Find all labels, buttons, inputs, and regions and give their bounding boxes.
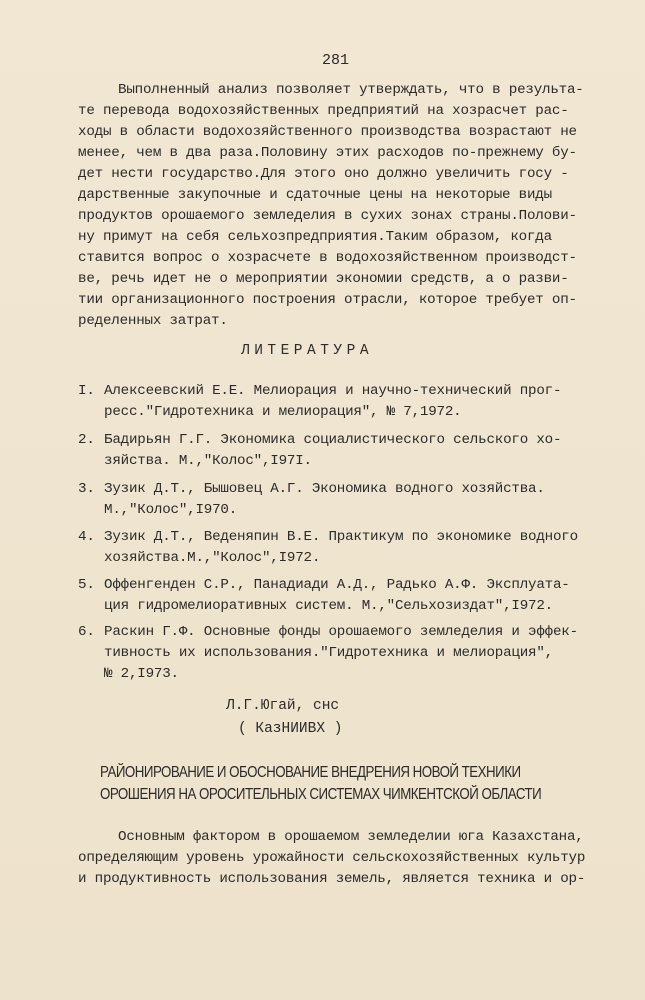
article-title-line: ОРОШЕНИЯ НА ОРОСИТЕЛЬНЫХ СИСТЕМАХ ЧИМКЕНТСКОЙ ОБЛАСТИ (100, 786, 542, 803)
reference-line: М.,"Колос",I970. (104, 502, 238, 518)
reference-number: 4. (78, 529, 95, 545)
paragraph-line: дет нести государство.Для этого оно должно увеличить госу - (78, 166, 569, 182)
reference-line: тивность их использования."Гидротехника и мелиорация", (104, 645, 553, 661)
reference-number: 2. (78, 432, 95, 448)
reference-line: зяйства. М.,"Колос",I97I. (104, 453, 312, 469)
paragraph-line: ну примут на себя сельхозпредприятия.Таким образом, когда (78, 229, 552, 245)
reference-line: ресс."Гидротехника и мелиорация", № 7,1972. (104, 404, 462, 420)
reference-number: 6. (78, 624, 95, 640)
author-organization: ( КазНИИВХ ) (238, 721, 343, 737)
reference-line: Алексеевский Е.Е. Мелиорация и научно-технический прог- (104, 383, 562, 399)
reference-line: Раскин Г.Ф. Основные фонды орошаемого земледелия и эффек- (104, 624, 578, 640)
page-number: 281 (322, 52, 350, 69)
paragraph-line: те перевода водохозяйственных предприятий на хозрасчет рас- (78, 103, 569, 119)
reference-line: Зузик Д.Т., Бышовец А.Г. Экономика водного хозяйства. (104, 481, 545, 497)
reference-line: ция гидромелиоративных систем. М.,"Сельхозиздат",I972. (104, 598, 553, 614)
reference-line: № 2,I973. (104, 666, 179, 682)
body-line: Основным фактором в орошаемом земледелии юга Казахстана, (118, 829, 584, 845)
paragraph-line: ве, речь идет не о мероприятии экономии средств, а о разви- (78, 271, 569, 287)
paragraph-line: Выполненный анализ позволяет утверждать, что в результа- (118, 82, 584, 98)
reference-line: Зузик Д.Т., Веденяпин В.Е. Практикум по экономике водного (104, 529, 578, 545)
reference-number: 5. (78, 577, 95, 593)
paragraph-line: менее, чем в два раза.Половину этих расходов по-прежнему бу- (78, 145, 577, 161)
reference-number: 3. (78, 481, 95, 497)
article-title-line: РАЙОНИРОВАНИЕ И ОБОСНОВАНИЕ ВНЕДРЕНИЯ НОВОЙ ТЕХНИКИ (100, 764, 521, 781)
paragraph-line: тии организационного построения отрасли, которое требует оп- (78, 292, 577, 308)
body-line: и продуктивность использования земель, является техника и ор- (78, 871, 586, 887)
body-line: определяющим уровень урожайности сельскохозяйственных культур (78, 850, 586, 866)
reference-number: I. (78, 383, 95, 399)
paragraph-line: дарственные закупочные и сдаточные цены на некоторые виды (78, 187, 552, 203)
reference-line: хозяйства.М.,"Колос",I972. (104, 550, 321, 566)
reference-line: Бадирьян Г.Г. Экономика социалистического сельского хо- (104, 432, 562, 448)
paragraph-line: продуктов орошаемого земледелия в сухих зонах страны.Полови- (78, 208, 577, 224)
paragraph-line: ставится вопрос о хозрасчете в водохозяйственном производст- (78, 250, 577, 266)
reference-line: Оффенгенден С.Р., Панадиади А.Д., Радько А.Ф. Эксплуата- (104, 577, 570, 593)
paragraph-line: ходы в области водохозяйственного производства возрастают не (78, 124, 577, 140)
literature-heading: ЛИТЕРАТУРА (241, 343, 374, 359)
paragraph-line: ределенных затрат. (78, 313, 228, 329)
author-name: Л.Г.Югай, снс (226, 698, 340, 714)
